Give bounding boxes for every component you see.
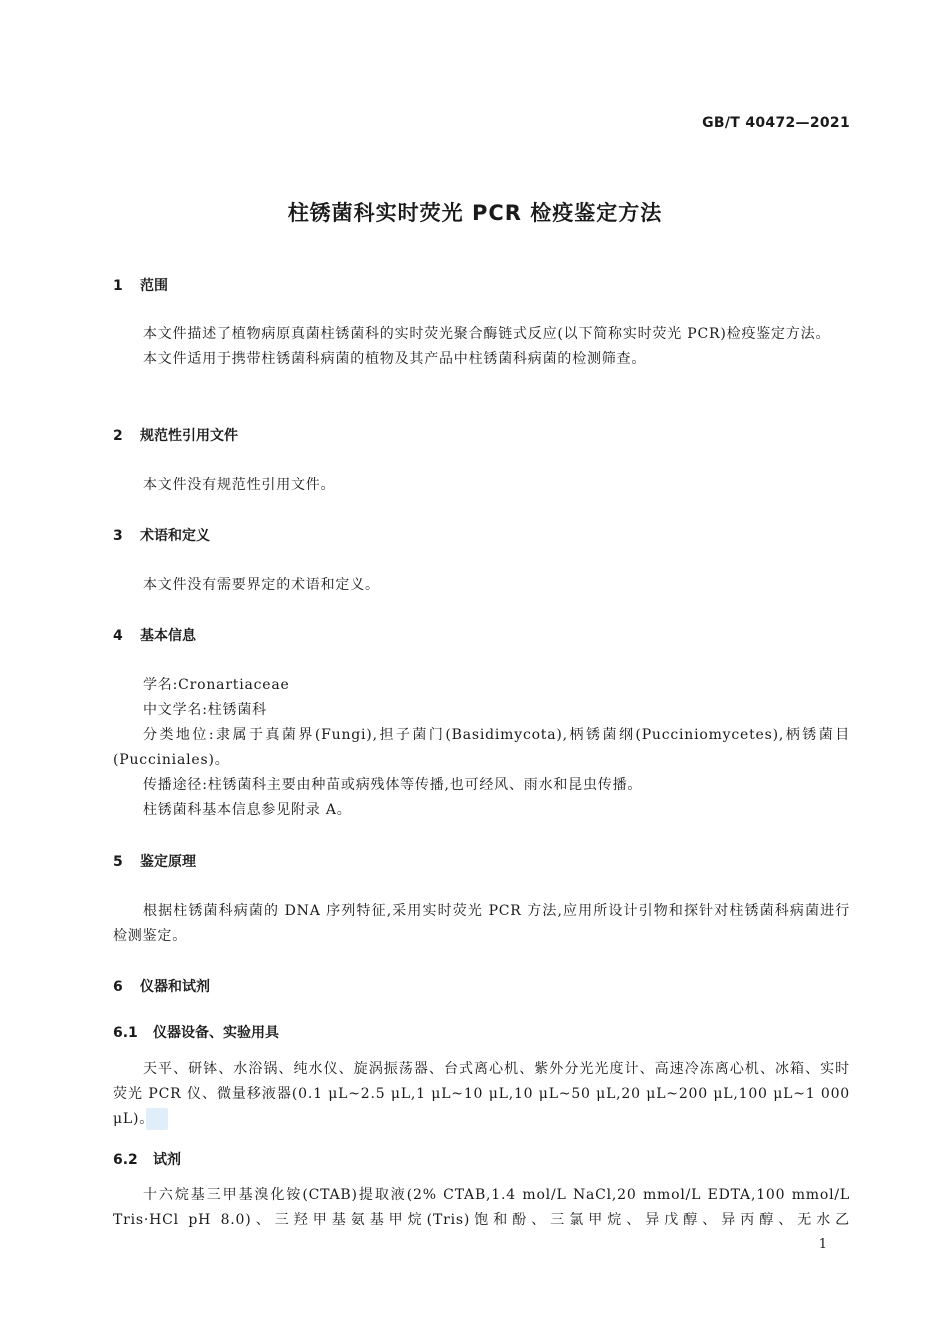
paragraph: 十六烷基三甲基溴化铵(CTAB)提取液(2% CTAB,1.4 mol/L NaCl,20 mmol/L EDTA,100 mmol/L Tris·HCl pH 8.0)、三羟甲基氨基甲烷(Tris)饱和酚、三氯甲烷、异戊醇、异丙醇、无水乙 xyxy=(113,1187,850,1228)
section-heading xyxy=(113,276,850,296)
section-number: 1 xyxy=(113,278,123,294)
document-id: GB/T 40472—2021 xyxy=(702,115,850,131)
section-terms-body xyxy=(113,573,850,598)
section-heading xyxy=(113,426,850,446)
paragraph-scientific-name: 学名:Cronartiaceae xyxy=(143,677,290,693)
section-title: 范围 xyxy=(140,278,168,294)
document-title: 柱锈菌科实时荧光 PCR 检疫鉴定方法 xyxy=(287,201,663,225)
section-principle-body xyxy=(113,899,850,949)
section-normative-references-body xyxy=(113,473,850,498)
section-scope-body xyxy=(113,322,850,372)
subsection-instruments xyxy=(113,1023,850,1043)
section-heading xyxy=(113,626,850,646)
subsection-reagents xyxy=(113,1150,850,1170)
section-normative-references xyxy=(113,426,850,446)
subsection-reagents-body xyxy=(113,1183,850,1233)
paragraph-chinese-name: 中文学名:柱锈菌科 xyxy=(143,702,267,718)
subsection-title: 仪器设备、实验用具 xyxy=(153,1025,279,1041)
section-title: 基本信息 xyxy=(140,628,196,644)
section-heading xyxy=(113,852,850,872)
section-number: 2 xyxy=(113,428,123,444)
section-scope xyxy=(113,276,850,296)
paragraph-taxonomy: 分类地位:隶属于真菌界(Fungi),担子菌门(Basidimycota),柄锈菌纲(Pucciniomycetes),柄锈菌目(Pucciniales)。 xyxy=(113,727,850,768)
section-basic-info-body xyxy=(113,673,850,823)
paragraph: 本文件没有需要界定的术语和定义。 xyxy=(143,577,380,593)
paragraph-appendix-ref: 柱锈菌科基本信息参见附录 A。 xyxy=(143,802,352,818)
paragraph-transmission: 传播途径:柱锈菌科主要由种苗或病残体等传播,也可经风、雨水和昆虫传播。 xyxy=(143,777,643,793)
section-basic-info xyxy=(113,626,850,646)
section-number: 3 xyxy=(113,528,123,544)
section-principle xyxy=(113,852,850,872)
section-heading xyxy=(113,526,850,546)
section-title: 规范性引用文件 xyxy=(140,428,238,444)
section-title: 仪器和试剂 xyxy=(140,979,210,995)
subsection-heading xyxy=(113,1023,850,1043)
paragraph: 天平、研钵、水浴锅、纯水仪、旋涡振荡器、台式离心机、紫外分光光度计、高速冷冻离心机、冰箱、实时荧光 PCR 仪、微量移液器(0.1 μL~2.5 μL,1 μL~10 μL,10 μL~50 μL,20 μL~200 μL,100 μL~1 000 μL)。 xyxy=(113,1061,850,1127)
paragraph: 本文件没有规范性引用文件。 xyxy=(143,477,336,493)
section-number: 6 xyxy=(113,979,123,995)
section-heading xyxy=(113,977,850,997)
section-terms xyxy=(113,526,850,546)
subsection-instruments-body xyxy=(113,1057,850,1132)
section-instruments-reagents xyxy=(113,977,850,997)
paragraph: 根据柱锈菌科病菌的 DNA 序列特征,采用实时荧光 PCR 方法,应用所设计引物和探针对柱锈菌科病菌进行检测鉴定。 xyxy=(113,903,850,944)
subsection-number: 6.2 xyxy=(113,1152,138,1168)
subsection-title: 试剂 xyxy=(153,1152,181,1168)
section-number: 5 xyxy=(113,854,123,870)
section-number: 4 xyxy=(113,628,123,644)
page-number: 1 xyxy=(818,1237,827,1252)
paragraph: 本文件适用于携带柱锈菌科病菌的植物及其产品中柱锈菌科病菌的检测筛查。 xyxy=(143,351,647,367)
paragraph: 本文件描述了植物病原真菌柱锈菌科的实时荧光聚合酶链式反应(以下简称实时荧光 PCR)检疫鉴定方法。 xyxy=(143,326,831,342)
section-title: 鉴定原理 xyxy=(140,854,196,870)
section-title: 术语和定义 xyxy=(140,528,210,544)
subsection-heading xyxy=(113,1150,850,1170)
subsection-number: 6.1 xyxy=(113,1025,138,1041)
